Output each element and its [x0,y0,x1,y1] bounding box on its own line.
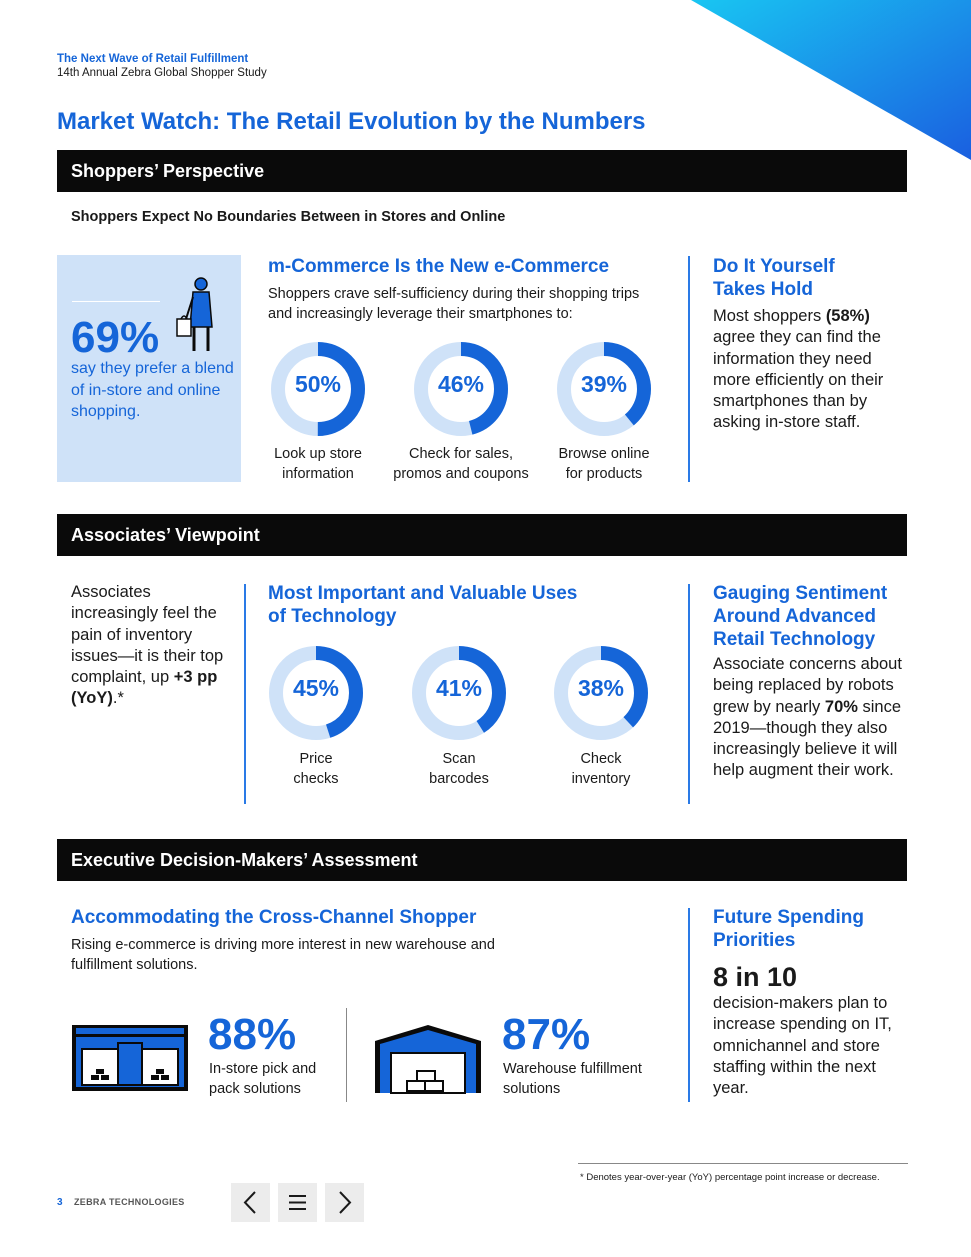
future-text: decision-makers plan to increase spending on IT, omnichannel and store staffing within the next year. [713,994,892,1098]
stat-divider [72,301,160,302]
future-title-line2: Priorities [713,930,796,951]
cross-channel-intro: Rising e-commerce is driving more interest in new warehouse and fulfillment solutions. [71,937,495,973]
report-title: The Next Wave of Retail Fulfillment [57,53,249,65]
mcommerce-intro: Shoppers crave self-sufficiency during their shopping trips and increasingly leverage their smartphones to: [268,286,640,322]
stat-69-text: say they prefer a blend of in-store and online shopping. [71,360,234,420]
caption-line2: checks [293,770,339,787]
footnote-rule [578,1163,908,1164]
stat-box-69 [57,255,241,482]
prev-page-button[interactable] [231,1183,270,1222]
sentiment-text-pre: Associate concerns about being replaced by robots grew by nearly [713,655,902,716]
caption-line1: Price [299,751,333,767]
page-number: 3 [57,1197,63,1208]
shoppers-subheading: Shoppers Expect No Boundaries Between in Stores and Online [71,209,506,225]
mcommerce-donut-3 [556,341,652,437]
next-page-button[interactable] [325,1183,364,1222]
mcommerce-donut-value-1: 50% [294,371,342,397]
uses-donut-2 [411,645,507,741]
future-big-stat: 8 in 10 [713,962,798,992]
divider-diy [688,256,690,482]
stat-69-value: 69% [71,313,160,362]
associates-text-post: .* [112,689,124,708]
sentiment-text [713,654,908,782]
divider-stats [346,1008,347,1102]
associates-text-pre: Associates increasingly feel the pain of inventory issues—it is their top complaint, up [71,583,224,687]
uses-caption-1 [241,750,391,789]
caption-line2: information [282,465,354,482]
diy-text-pre: Most shoppers [713,307,826,325]
caption-line1: Look up store [274,446,362,462]
caption-line1: Browse online [558,446,650,462]
sentiment-text-post: since 2019—though they also increasingly believe it will help augment their work. [713,697,902,780]
report-subtitle: 14th Annual Zebra Global Shopper Study [57,67,267,79]
uses-donut-value-3: 38% [577,675,625,701]
divider-future [688,908,690,1102]
diy-title-line2: Takes Hold [713,279,813,300]
store-icon [70,1023,190,1093]
stat-87-label [503,1059,642,1099]
uses-title-line2: of Technology [268,606,397,627]
corner-gradient-graphic [691,0,971,160]
uses-title [268,582,577,628]
caption-line1: Scan [442,751,476,767]
cross-channel-title: Accommodating the Cross-Channel Shopper [71,907,477,928]
diy-text-bold: (58%) [825,307,870,325]
sentiment-title-line1: Gauging Sentiment [713,583,888,604]
section-bar-shoppers: Shoppers’ Perspective [57,150,907,192]
section-bar-executives: Executive Decision-Makers’ Assessment [57,839,907,881]
caption-line2: inventory [571,770,631,787]
stat-88-label-line1: In-store pick and [209,1061,317,1077]
menu-button[interactable] [278,1183,317,1222]
menu-icon [278,1183,317,1222]
mcommerce-donut-value-2: 46% [437,371,485,397]
uses-donut-1 [268,645,364,741]
mcommerce-caption-2 [386,445,536,484]
uses-donut-3 [553,645,649,741]
page-title: Market Watch: The Retail Evolution by the Numbers [57,108,646,135]
stat-88-label-line2: pack solutions [209,1081,301,1097]
uses-donut-value-2: 41% [435,675,483,701]
associates-left-text [71,582,231,710]
chevron-right-icon [325,1183,364,1222]
sentiment-title-line3: Retail Technology [713,629,876,650]
section-bar-associates: Associates’ Viewpoint [57,514,907,556]
uses-caption-2 [384,750,534,789]
stat-87-value: 87% [502,1010,591,1059]
diy-title-line1: Do It Yourself [713,256,835,277]
uses-caption-3 [526,750,676,789]
caption-line1: Check [580,751,622,767]
mcommerce-caption-3 [529,445,679,484]
stat-88-value: 88% [208,1010,297,1059]
caption-line2: promos and coupons [393,465,529,482]
mcommerce-donut-value-3: 39% [580,371,628,397]
sentiment-title [713,582,887,651]
diy-title [713,255,835,301]
associates-text-bold: +3 pp (YoY) [71,668,218,708]
sentiment-text-bold: 70% [824,697,858,716]
caption-line2: for products [565,465,643,482]
chevron-left-icon [231,1183,270,1222]
future-title-line1: Future Spending [713,907,864,928]
diy-text [713,306,908,434]
stat-87-label-line1: Warehouse fulfillment [503,1061,642,1077]
diy-text-post: agree they can find the information they need more efficiently on their smartphones than by asking in-store staff. [713,328,884,432]
caption-line2: barcodes [429,770,489,787]
stat-88-label [209,1059,316,1099]
divider-sentiment [688,584,690,804]
brand-name: ZEBRA TECHNOLOGIES [74,1197,185,1207]
uses-donut-value-1: 45% [292,675,340,701]
mcommerce-caption-1 [243,445,393,484]
stat-87-label-line2: solutions [503,1081,561,1097]
shopper-icon [174,275,218,355]
uses-title-line1: Most Important and Valuable Uses [268,583,578,604]
mcommerce-title: m-Commerce Is the New e-Commerce [268,256,610,277]
footnote: * Denotes year-over-year (YoY) percentage point increase or decrease. [580,1172,880,1183]
sentiment-title-line2: Around Advanced [713,606,876,627]
mcommerce-donut-1 [270,341,366,437]
mcommerce-donut-2 [413,341,509,437]
warehouse-icon [373,1023,483,1095]
caption-line1: Check for sales, [409,446,513,462]
future-title [713,906,864,952]
